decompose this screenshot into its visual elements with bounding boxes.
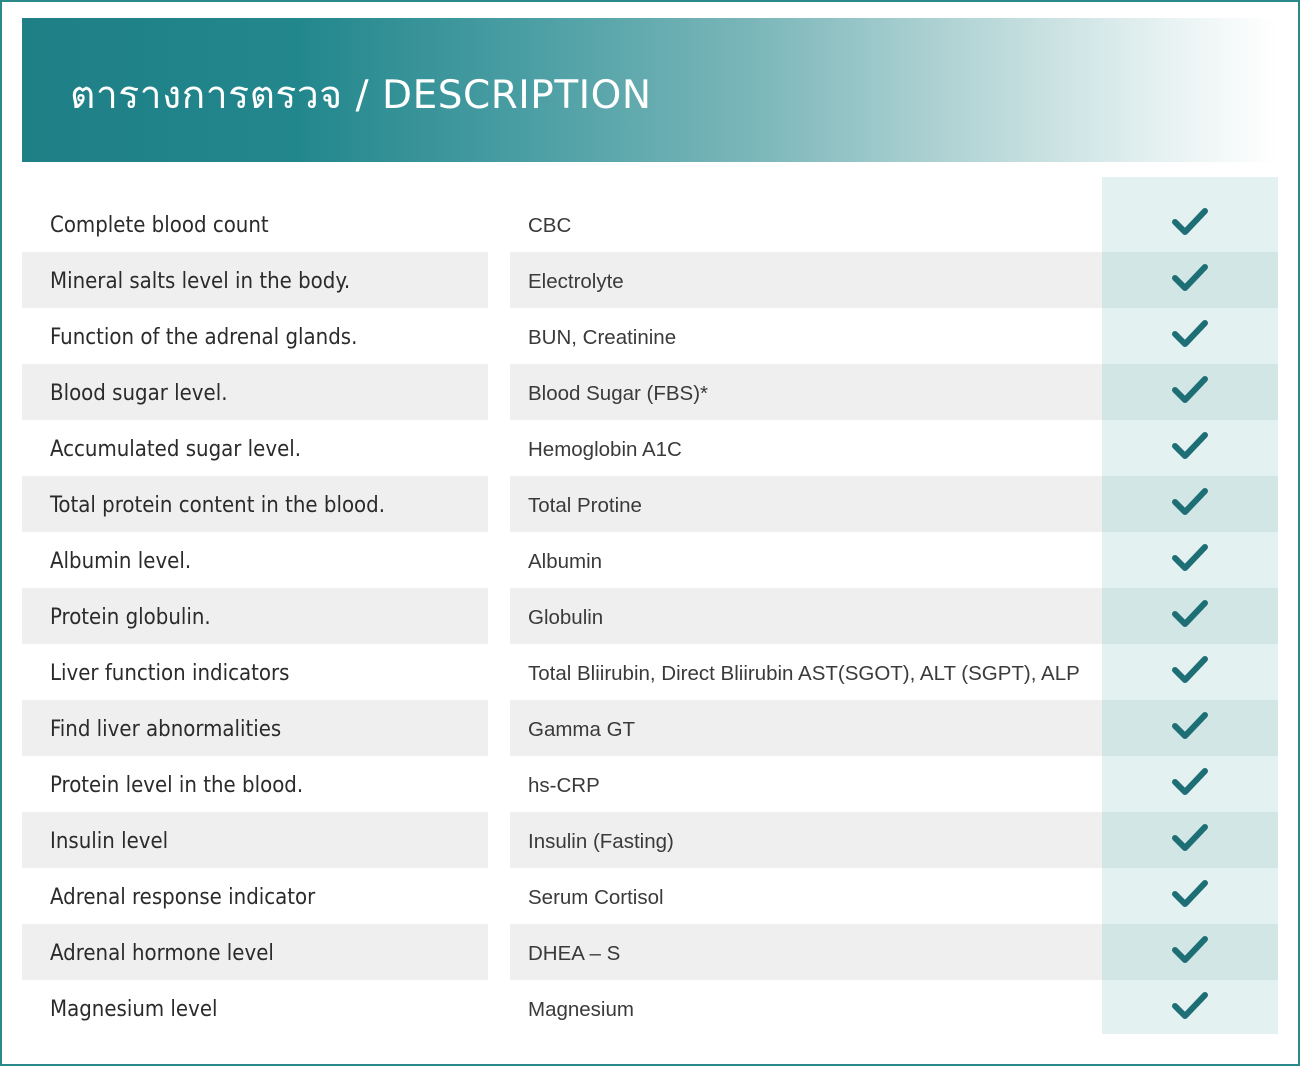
table-row bbox=[22, 924, 1278, 980]
checkmark-icon bbox=[1172, 823, 1208, 853]
description-cell: Function of the adrenal glands. bbox=[50, 325, 358, 350]
table-row bbox=[22, 476, 1278, 532]
description-cell: Accumulated sugar level. bbox=[50, 437, 302, 462]
checkmark-icon bbox=[1172, 711, 1208, 741]
checkmark-icon bbox=[1172, 487, 1208, 517]
checkmark-icon bbox=[1172, 935, 1208, 965]
test-name-cell: Globulin bbox=[528, 606, 604, 629]
description-cell: Albumin level. bbox=[50, 549, 192, 574]
test-name-cell: Albumin bbox=[528, 550, 603, 573]
description-cell: Magnesium level bbox=[50, 997, 218, 1022]
table-row bbox=[22, 196, 1278, 252]
test-name-cell: hs-CRP bbox=[528, 774, 600, 797]
table-row bbox=[22, 700, 1278, 756]
description-cell: Protein globulin. bbox=[50, 605, 211, 630]
checkmark-icon bbox=[1172, 207, 1208, 237]
table-row bbox=[22, 812, 1278, 868]
test-name-cell: Insulin (Fasting) bbox=[528, 830, 674, 853]
table-row bbox=[22, 980, 1278, 1036]
test-name-cell: DHEA – S bbox=[528, 942, 621, 965]
checkmark-icon bbox=[1172, 431, 1208, 461]
checkmark-icon bbox=[1172, 319, 1208, 349]
description-cell: Blood sugar level. bbox=[50, 381, 228, 406]
checkmark-icon bbox=[1172, 543, 1208, 573]
checkmark-icon bbox=[1172, 655, 1208, 685]
description-cell: Mineral salts level in the body. bbox=[50, 269, 351, 294]
description-cell: Adrenal hormone level bbox=[50, 941, 274, 966]
description-cell: Complete blood count bbox=[50, 213, 269, 238]
table-row bbox=[22, 868, 1278, 924]
checkmark-icon bbox=[1172, 767, 1208, 797]
header-banner bbox=[22, 18, 1278, 162]
test-name-cell: BUN, Creatinine bbox=[528, 326, 677, 349]
test-name-cell: Magnesium bbox=[528, 998, 634, 1021]
table-row bbox=[22, 756, 1278, 812]
description-cell: Adrenal response indicator bbox=[50, 885, 316, 910]
description-cell: Protein level in the blood. bbox=[50, 773, 304, 798]
test-name-cell: Serum Cortisol bbox=[528, 886, 664, 909]
checkmark-icon bbox=[1172, 263, 1208, 293]
description-cell: Total protein content in the blood. bbox=[50, 493, 386, 518]
checkmark-icon bbox=[1172, 375, 1208, 405]
checkmark-icon bbox=[1172, 599, 1208, 629]
test-name-cell: Hemoglobin A1C bbox=[528, 438, 682, 461]
test-name-cell: Electrolyte bbox=[528, 270, 624, 293]
test-name-cell: CBC bbox=[528, 214, 572, 237]
table-row bbox=[22, 420, 1278, 476]
table-row bbox=[22, 364, 1278, 420]
test-name-cell: Total Bliirubin, Direct Bliirubin AST(SGOT), ALT (SGPT), ALP bbox=[528, 662, 1080, 685]
table-row bbox=[22, 644, 1278, 700]
description-cell: Insulin level bbox=[50, 829, 169, 854]
description-cell: Liver function indicators bbox=[50, 661, 290, 686]
table-row bbox=[22, 252, 1278, 308]
checkmark-icon bbox=[1172, 991, 1208, 1021]
description-cell: Find liver abnormalities bbox=[50, 717, 282, 742]
table-row bbox=[22, 588, 1278, 644]
test-name-cell: Blood Sugar (FBS)* bbox=[528, 382, 709, 405]
test-name-cell: Total Protine bbox=[528, 494, 642, 517]
table-row bbox=[22, 532, 1278, 588]
table-row bbox=[22, 308, 1278, 364]
page-title: ตารางการตรวจ / DESCRIPTION bbox=[70, 73, 652, 118]
test-name-cell: Gamma GT bbox=[528, 718, 636, 741]
checkmark-icon bbox=[1172, 879, 1208, 909]
